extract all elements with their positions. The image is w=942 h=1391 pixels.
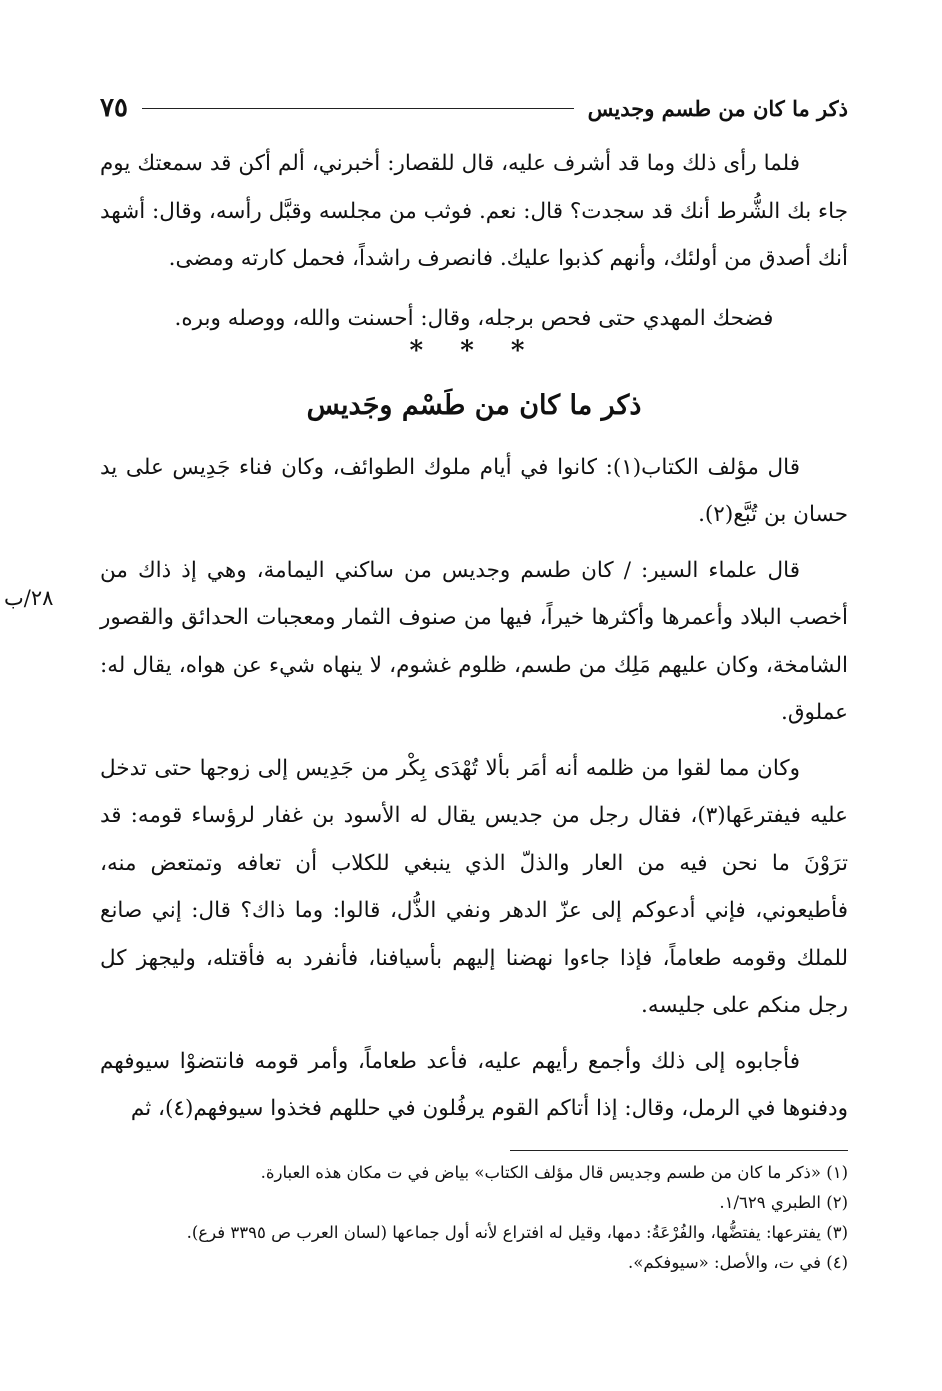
section-separator: * * * <box>409 335 539 366</box>
footnote-3: (٣) يفترعها: يفتضُّها، والفُرْعَةُ: دمها، وقيل له افتراع لأنه أول جماعها (لسان العرب ص ٣٣٩٥ فرع). <box>186 1223 848 1242</box>
running-title: ذكر ما كان من طسم وجديس <box>587 95 848 121</box>
intro-paragraph: فلما رأى ذلك وما قد أشرف عليه، قال للقصار: أخبرني، ألم أكن قد سمعتك يوم جاء بك الشُّرط أنك قد سجدت؟ قال: نعم. فوثب من مجلسه وقبَّل رأسه، وقال: أشهد أنك أصدق من أولئك، وأنهم كذبوا عليك. فانصرف راشداً، فحمل كارته ومضى. <box>100 151 848 271</box>
footnote-4: (٤) في ت، والأصل: «سيوفكم». <box>628 1253 848 1272</box>
footnote-1: (١) «ذكر ما كان من طسم وجديس قال مؤلف الكتاب» بياض في ت مكان هذه العبارة. <box>260 1163 848 1182</box>
paragraph-author-note: قال مؤلف الكتاب(١): كانوا في أيام ملوك الطوائف، وكان فناء جَدِيس على يد حسان بن تُبَّع(٢). <box>100 454 848 527</box>
section-title: ذكر ما كان من طَسْم وجَديس <box>306 389 642 421</box>
paragraph-plan: فأجابوه إلى ذلك وأجمع رأيهم عليه، فأعد طعاماً، وأمر قومه فانتضوْا سيوفهم ودفنوها في الرمل، وقال: إذا أتاكم القوم يرفُلون في حللهم فخذوا سيوفهم(٤)، ثم <box>100 1048 848 1121</box>
closing-line: فضحك المهدي حتى فحص برجله، وقال: أحسنت والله، ووصله وبره. <box>174 305 774 331</box>
header-rule <box>142 108 574 109</box>
paragraph-historians: قال علماء السير: / كان طسم وجديس من ساكني اليمامة، وهي إذ ذاك من أخصب البلاد وأعمرها وأكثرها خيراً، فيها من صنوف الثمار ومعجبات الحدائق والقصور الشامخة، وكان عليهم مَلِك من طسم، ظلوم غشوم، لا ينهاه شيء عن هواه، يقال له: عملوق. <box>100 557 848 725</box>
footnote-2: (٢) الطبري ١/٦٢٩. <box>719 1193 848 1212</box>
page-header <box>100 88 848 128</box>
main-text <box>100 140 848 1133</box>
footnote-rule <box>510 1150 848 1151</box>
paragraph-oppression: وكان مما لقوا من ظلمه أنه أمَر بألا تُهْدَى بِكْر من جَدِيس إلى زوجها حتى تدخل عليه فيفترعَها(٣)، فقال رجل من جديس يقال له الأسود بن غفار لرؤساء قومه: قد ترَوْنَ ما نحن فيه من العار والذلّ الذي ينبغي للكلاب أن تعافه وتمتعض منه، فأطيعوني، فإني أدعوكم إلى عزّ الدهر ونفي الذُّل، قالوا: وما ذاك؟ قال: إني صانع للملك وقومه طعاماً، فإذا جاءوا نهضنا إليهم بأسيافنا، فأنفرد به فأقتله، وليجهز كل رجل منكم على جليسه. <box>100 755 849 1018</box>
margin-folio-note: ٢٨/ب <box>4 586 54 610</box>
footnotes <box>100 1158 848 1278</box>
page-number: ٧٥ <box>100 93 128 123</box>
